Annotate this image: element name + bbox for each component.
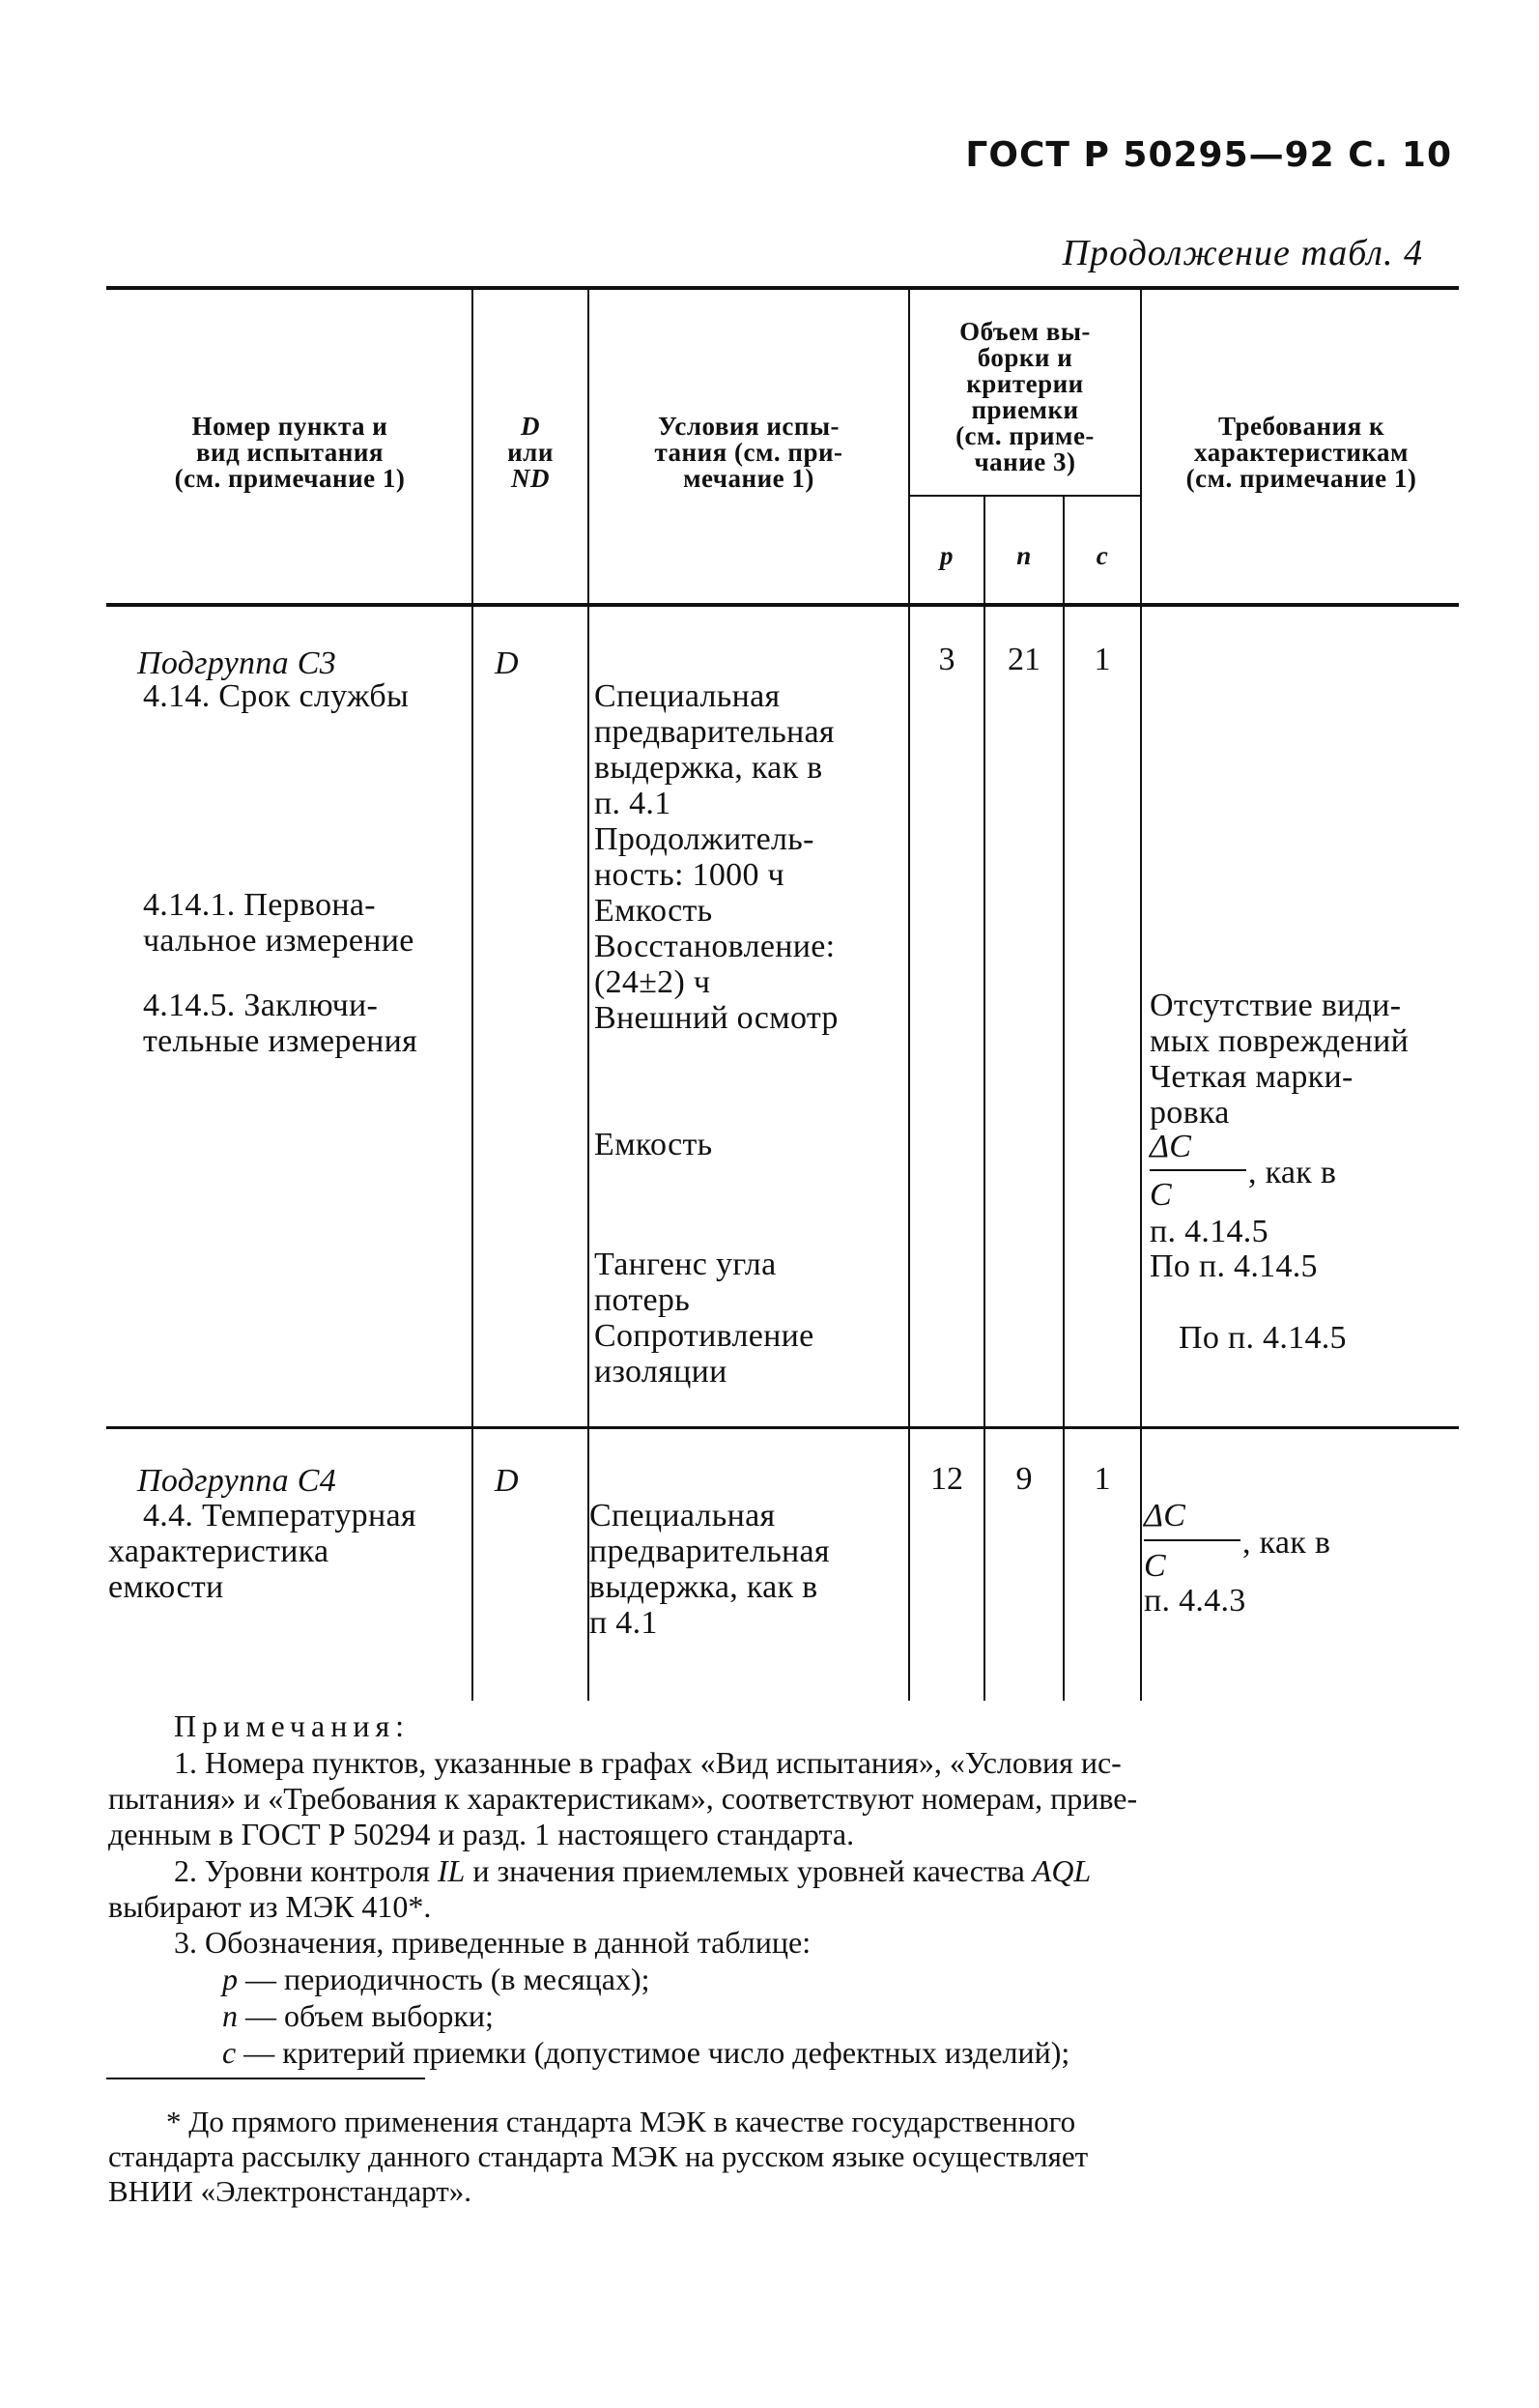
subheader-rule: [910, 495, 1140, 497]
group-c3-item2: 4.14.1. Первона- чальное измерение: [143, 887, 414, 959]
note-3-def-c: c — критерий приемки (допустимое число дефектных изделий);: [222, 2035, 1070, 2070]
page-header: ГОСТ Р 50295—92 С. 10: [965, 135, 1452, 175]
group-c3-d: D: [495, 645, 519, 681]
notes-title: Примечания:: [174, 1708, 411, 1743]
notes-footnote-rule: [106, 2078, 425, 2079]
note-3: 3. Обозначения, приведенные в данной таблице:: [174, 1925, 812, 1960]
group-c3-title: Подгруппа С3: [137, 645, 336, 681]
group-c3-req-ref3: По п. 4.14.5: [1179, 1320, 1347, 1356]
group-c3-c: 1: [1094, 642, 1111, 677]
col-rule-6: [1140, 290, 1142, 1701]
note-1: 1. Номера пунктов, указанные в графах «Вид испытания», «Условия ис- пытания» и «Требования к характеристикам», соответствуют номерам, приве- денным в ГОСТ Р 50294 и разд. 1 настоящего стандарта.: [108, 1745, 1138, 1851]
col-rule-1: [471, 290, 473, 1701]
group-c3-n: 21: [1008, 642, 1040, 677]
group-c3-frac-den: C: [1150, 1177, 1172, 1213]
group-c3-frac-line: [1150, 1169, 1246, 1171]
group-divider-rule: [106, 1426, 1459, 1429]
group-c3-p: 3: [938, 642, 955, 677]
table-top-rule: [106, 286, 1459, 290]
group-c4-item: 4.4. Температурная характеристика емкости: [108, 1498, 416, 1605]
group-c3-requirements: Отсутствие види- мых повреждений Четкая марки- ровка: [1150, 988, 1410, 1131]
group-c3-item3: 4.14.5. Заключи- тельные измерения: [143, 988, 418, 1059]
group-c4-req-ref: п. 4.4.3: [1144, 1583, 1246, 1619]
group-c4-title: Подгруппа С4: [137, 1463, 336, 1499]
header-n: n: [1016, 541, 1032, 570]
group-c4-frac-den: C: [1144, 1548, 1166, 1584]
note-3-def-p: p — периодичность (в месяцах);: [222, 1962, 650, 1996]
header-d-nd: D или ND: [507, 412, 554, 493]
group-c4-d: D: [495, 1463, 519, 1499]
group-c3-conditions-2: Тангенс угла потерь Сопротивление изоляции: [594, 1247, 814, 1390]
header-p: p: [940, 541, 954, 570]
header-test-conditions: Условия испы- тания (см. при- мечание 1): [654, 412, 843, 493]
header-c: c: [1096, 541, 1109, 570]
group-c4-conditions: Специальная предварительная выдержка, как в п 4.1: [589, 1498, 830, 1641]
col-rule-2: [587, 290, 589, 1701]
group-c3-frac-tail: , как в: [1248, 1155, 1337, 1190]
group-c4-p: 12: [930, 1461, 963, 1497]
header-item-type: Номер пункта и вид испытания (см. примечание 1): [174, 412, 406, 493]
group-c4-c: 1: [1094, 1461, 1111, 1497]
footnote: * До прямого применения стандарта МЭК в качестве государственного стандарта рассылку данного стандарта МЭК на русском языке осуществляет ВНИИ «Электронстандарт».: [108, 2105, 1089, 2208]
note-2: 2. Уровни контроля IL и значения приемлемых уровней качества AQL: [174, 1853, 1092, 1888]
group-c3-req-ref: п. 4.14.5: [1150, 1214, 1268, 1249]
group-c4-frac-line: [1144, 1539, 1240, 1541]
group-c3-capacitance: Емкость: [594, 1127, 713, 1162]
group-c3-item1: 4.14. Срок службы: [143, 678, 410, 714]
note-2-cont: выбирают из МЭК 410*.: [108, 1889, 432, 1924]
group-c4-n: 9: [1015, 1461, 1033, 1497]
group-c4-frac-num: ΔC: [1144, 1498, 1186, 1534]
group-c3-conditions: Специальная предварительная выдержка, как в п. 4.1 Продолжитель- ность: 1000 ч Емкость Восстановление: (24±2) ч Внешний осмотр: [594, 678, 839, 1036]
note-3-def-n: n — объем выборки;: [222, 1998, 494, 2033]
header-sample-size: Объем вы- борки и критерии приемки (см. приме- чание 3): [955, 317, 1095, 476]
header-bottom-rule: [106, 603, 1459, 607]
table-continuation: Продолжение табл. 4: [1062, 233, 1423, 273]
header-requirements: Требования к характеристикам (см. примечание 1): [1185, 412, 1417, 493]
group-c3-req-ref2: По п. 4.14.5: [1150, 1248, 1318, 1284]
group-c3-frac-num: ΔC: [1150, 1129, 1192, 1164]
group-c4-frac-tail: , как в: [1242, 1525, 1331, 1561]
